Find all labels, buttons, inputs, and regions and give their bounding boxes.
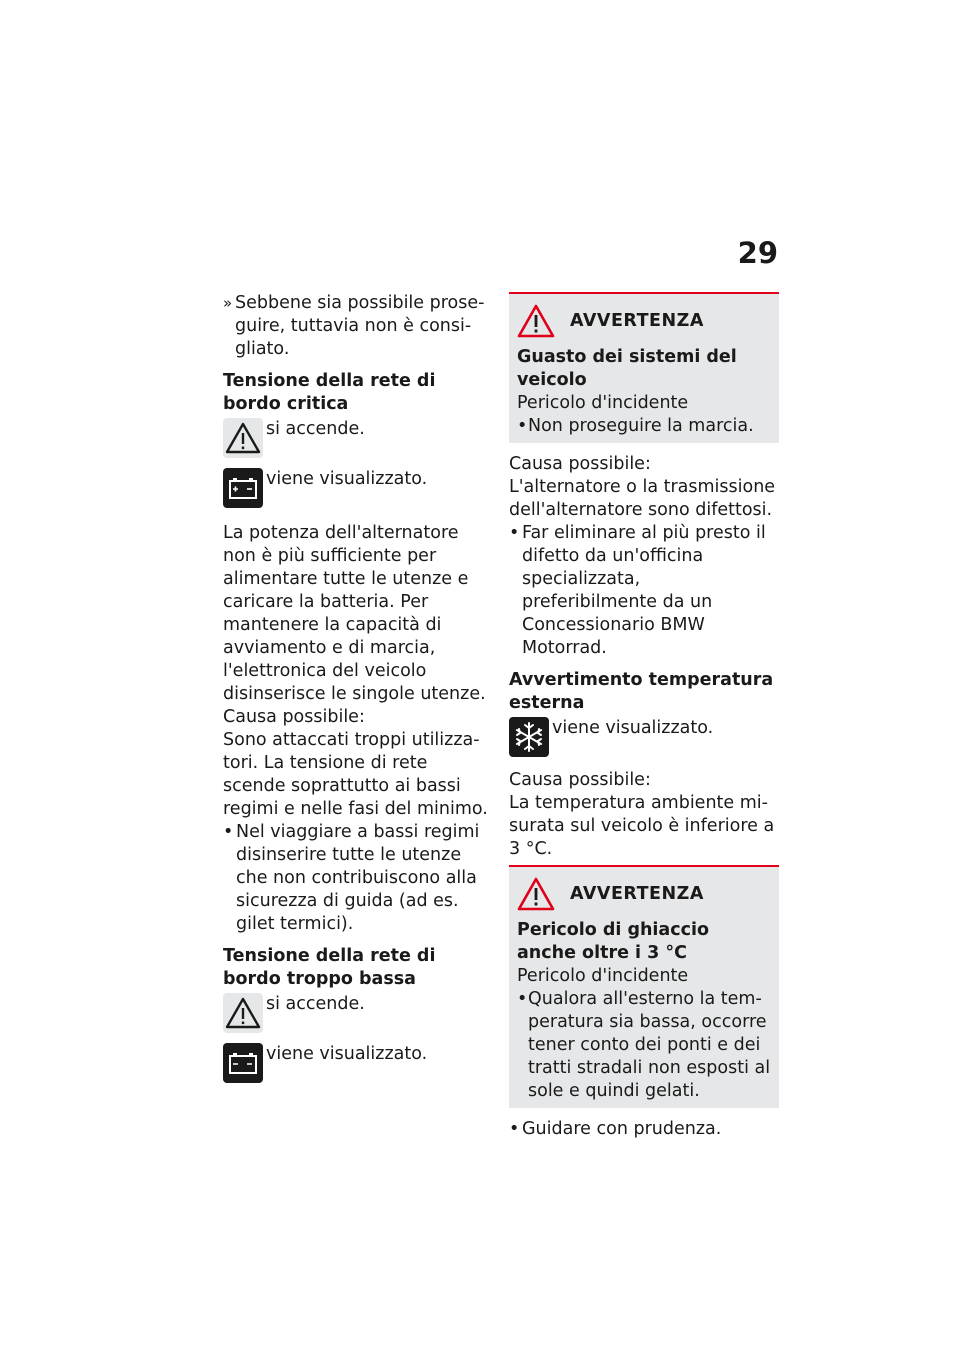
icon-row-frost xyxy=(509,717,779,757)
general-warning-light-icon xyxy=(223,418,263,458)
list-item-text: Far eliminare al più presto il difetto da un'officina specializzata, preferibilmente da un Concessionario BMW Motorrad. xyxy=(522,523,766,658)
warning-title: AVVERTENZA xyxy=(570,310,704,331)
icon-caption: si accende. xyxy=(266,994,365,1014)
page-number: 29 xyxy=(737,236,778,270)
list-item xyxy=(223,821,491,936)
icon-caption: viene visualizzato. xyxy=(266,1044,428,1064)
warning-triangle-icon xyxy=(517,877,555,911)
warning-header xyxy=(517,304,771,338)
cause-label: Causa possibile: xyxy=(509,454,651,474)
paragraph: La potenza dell'alternatore non è più sufficiente per alimentare tutte le utenze e caricare la batteria. Per mantenere la capacità di avviamento e di marcia, l'elettronica del veicolo disinserisce le singole utenze. xyxy=(223,523,486,704)
list-item-text: Nel viaggiare a bassi regimi disinserire tutte le utenze che non contribuiscono alla sicurezza di guida (ad es. gilet termici). xyxy=(236,822,480,934)
icon-row-battery xyxy=(223,1043,491,1083)
list-item xyxy=(517,415,771,438)
icon-row-warning-light xyxy=(223,993,491,1033)
warning-heading: Guasto dei sistemi del veicolo xyxy=(517,347,737,390)
cause-text: La temperatura ambiente misurata sul veicolo è inferiore a 3 °C. xyxy=(509,793,775,859)
left-column xyxy=(223,292,491,1091)
warning-triangle-icon xyxy=(517,304,555,338)
cause-text: L'alternatore o la trasmissione dell'alternatore sono difettosi. xyxy=(509,477,776,520)
cause-label: Causa possibile: xyxy=(223,707,365,727)
warning-header xyxy=(517,877,771,911)
battery-charge-icon xyxy=(223,468,263,508)
warning-hazard: Pericolo d'incidente xyxy=(517,966,689,986)
list-item xyxy=(509,522,779,660)
bullet-icon: • xyxy=(517,989,528,1009)
continuation-item xyxy=(223,292,491,361)
icon-caption: si accende. xyxy=(266,419,365,439)
cause-label: Causa possibile: xyxy=(509,770,651,790)
icon-row-warning-light xyxy=(223,418,491,458)
continuation-text: Sebbene sia possibile proseguire, tuttavia non è consigliato. xyxy=(235,293,485,359)
section-title-low-voltage: Tensione della rete di bordo troppo bassa xyxy=(223,946,436,989)
bullet-icon: • xyxy=(509,1119,520,1139)
snowflake-icon xyxy=(509,717,549,757)
right-column xyxy=(509,292,779,1141)
warning-title: AVVERTENZA xyxy=(570,883,704,904)
list-item-text: Qualora all'esterno la temperatura sia bassa, occorre tener conto dei ponti e dei tratti stradali non esposti al sole e quindi gelati. xyxy=(528,989,771,1101)
list-item-text: Guidare con prudenza. xyxy=(522,1119,722,1139)
battery-icon xyxy=(223,1043,263,1083)
section-title-critical-voltage: Tensione della rete di bordo critica xyxy=(223,371,436,414)
general-warning-light-icon xyxy=(223,993,263,1033)
warning-hazard: Pericolo d'incidente xyxy=(517,393,689,413)
list-item-text: Non proseguire la marcia. xyxy=(528,416,754,436)
icon-caption: viene visualizzato. xyxy=(266,469,428,489)
section-title-outside-temperature: Avvertimento temperatura esterna xyxy=(509,670,774,713)
icon-caption: viene visualizzato. xyxy=(552,718,714,738)
list-item xyxy=(517,988,771,1103)
bullet-icon: • xyxy=(509,523,520,543)
cause-text: Sono attaccati troppi utilizzatori. La tensione di rete scende soprattutto ai bassi regimi e nelle fasi del minimo. xyxy=(223,730,488,819)
warning-panel xyxy=(509,292,779,443)
warning-heading: Pericolo di ghiaccio anche oltre i 3 °C xyxy=(517,920,710,963)
icon-row-battery xyxy=(223,468,491,508)
bullet-icon: • xyxy=(517,416,528,436)
warning-panel xyxy=(509,865,779,1108)
list-item xyxy=(509,1118,779,1141)
bullet-icon: • xyxy=(223,822,234,842)
continuation-arrow-icon: » xyxy=(223,294,233,312)
